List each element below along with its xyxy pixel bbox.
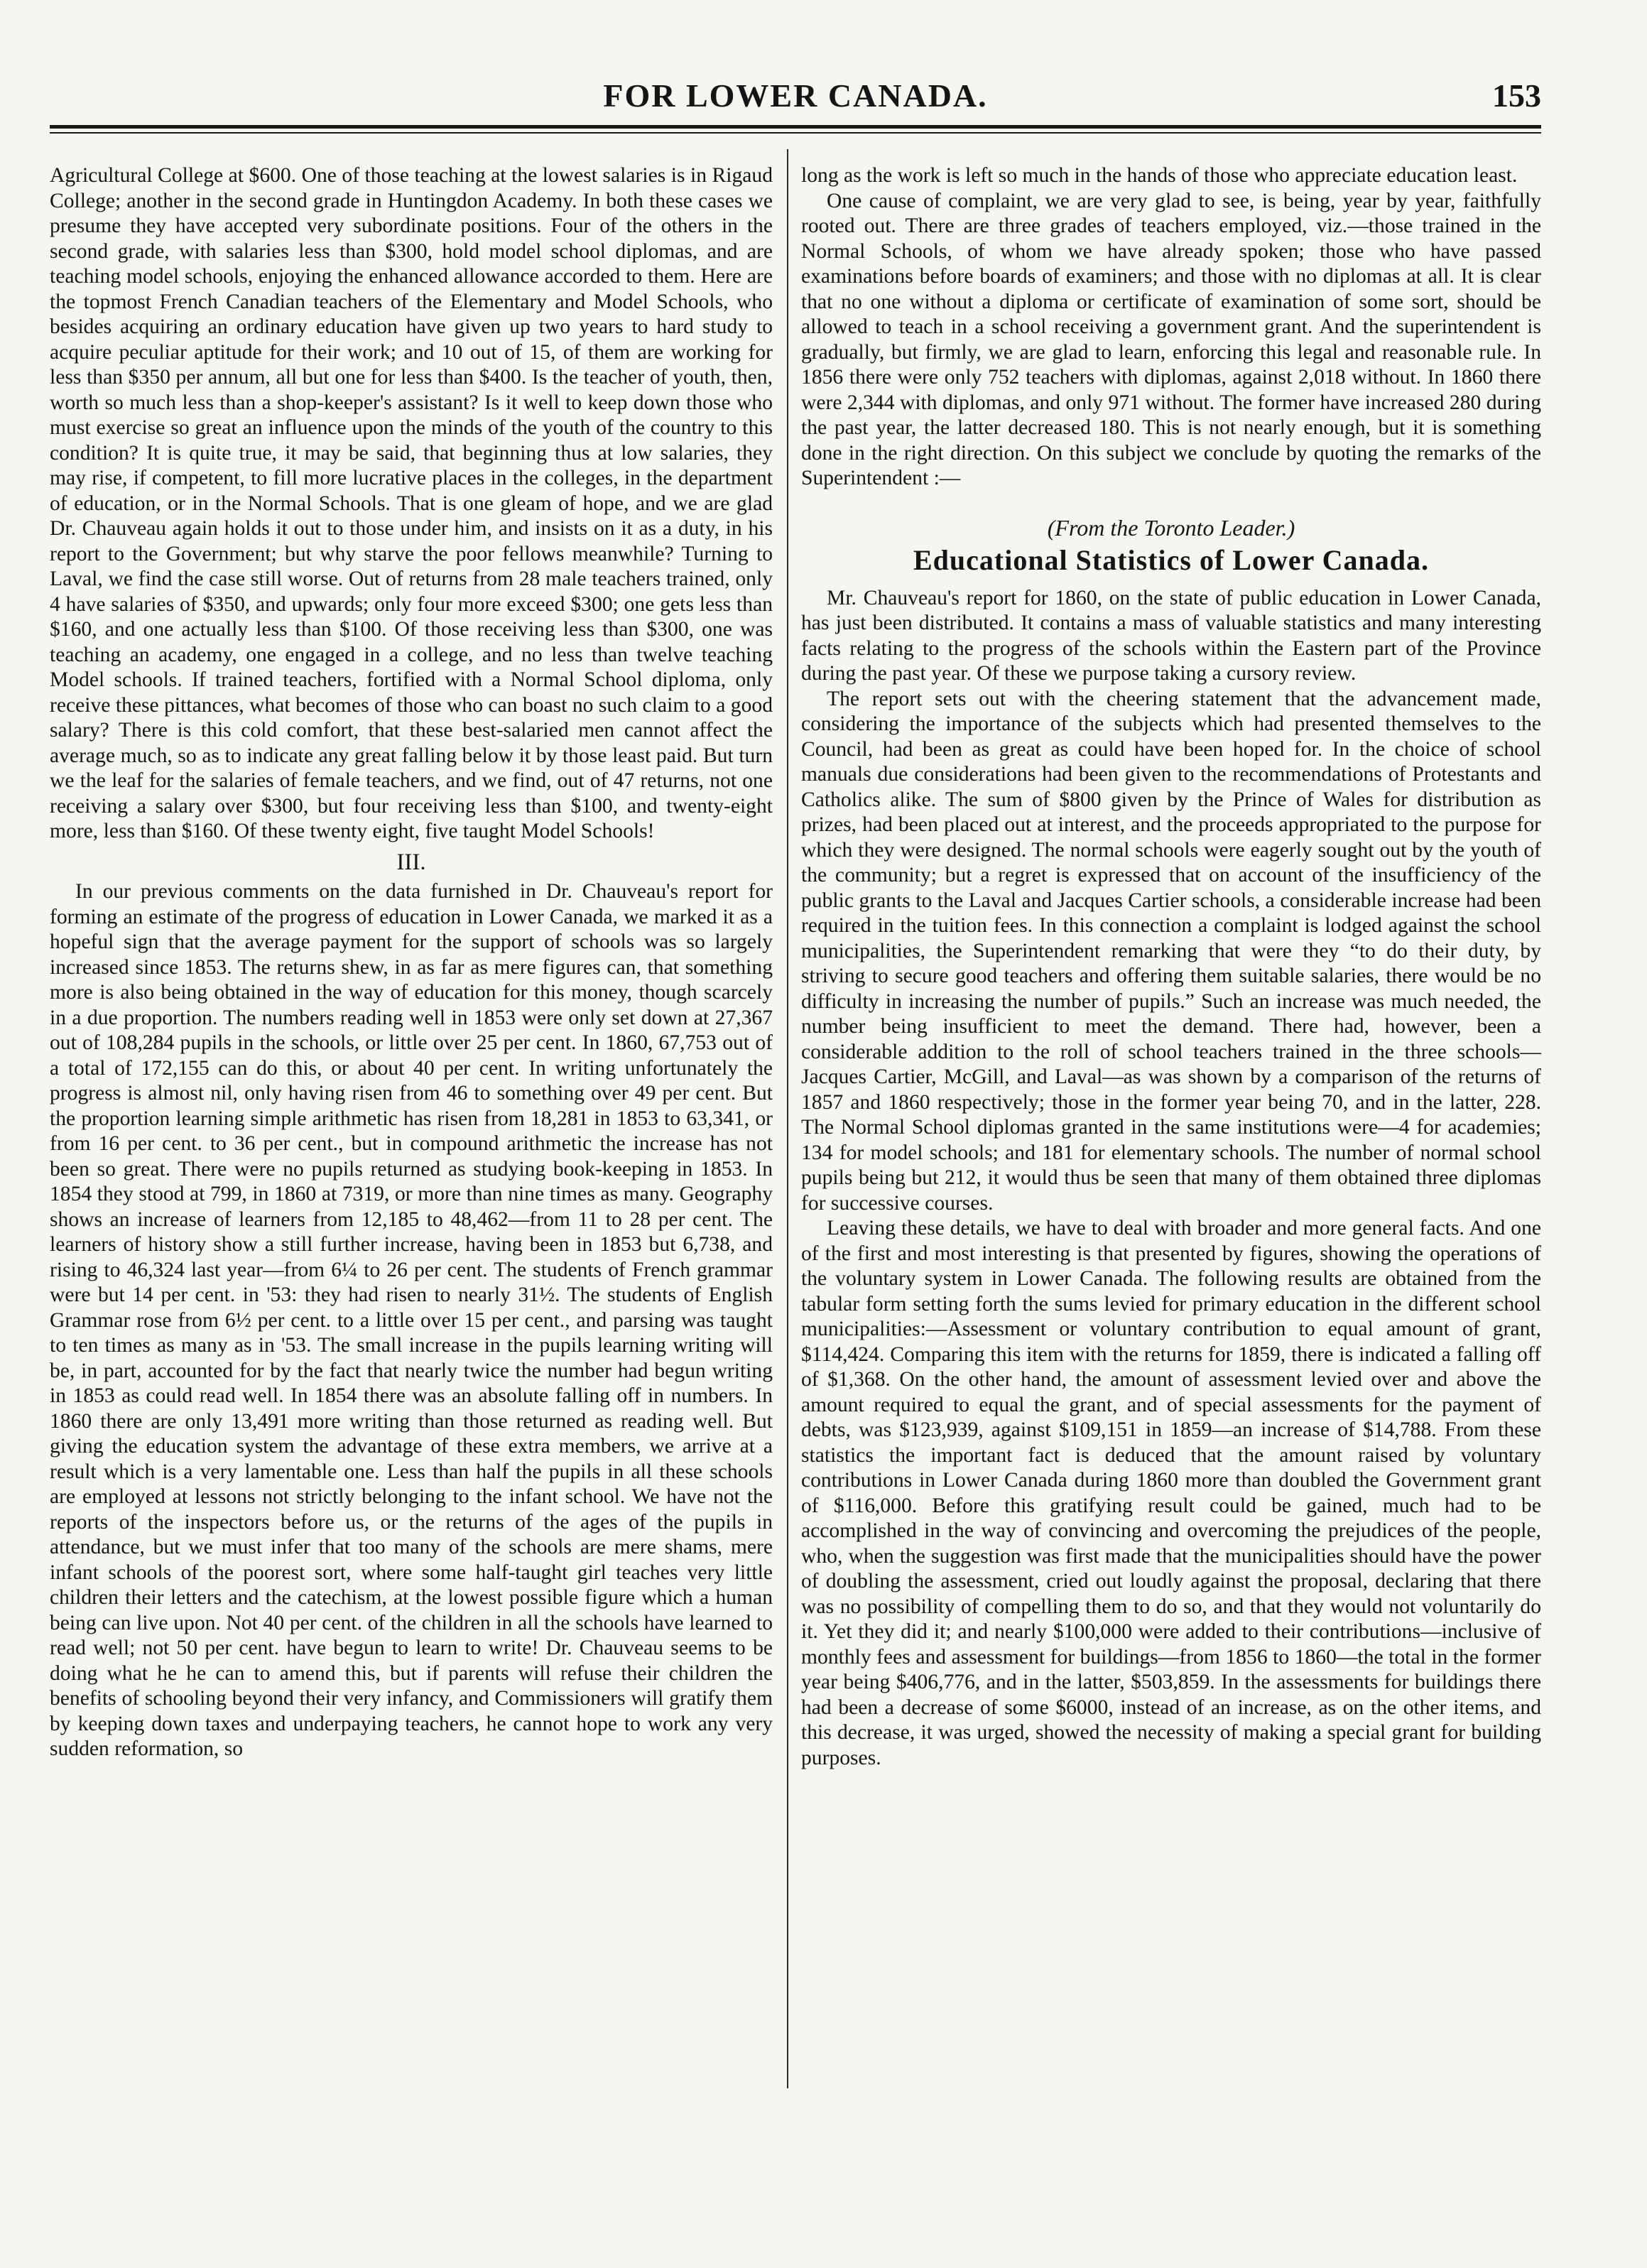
page-header: [50, 70, 1541, 119]
running-title: FOR LOWER CANADA.: [603, 77, 988, 114]
left-column: [50, 163, 773, 1762]
section-heading: III.: [396, 849, 426, 875]
article-title: Educational Statistics of Lower Canada.: [913, 544, 1430, 576]
paragraph: The report sets out with the cheering statement that the advancement made, considering the importance of the subjects which had presented themselves to the Council, had been as great as could have been hoped for. In the choice of school manuals due considerations had been given to the recommendations of Protestants and Catholics alike. The sum of $800 given by the Prince of Wales for distribution as prizes, had been placed out at interest, and the proceeds appropriated to the purpose for which they were designed. The normal schools were eagerly sought out by the youth of the community; but a regret is expressed that on account of the insufficiency of the public grants to the Laval and Jacques Cartier schools, a considerable increase had been required in the tuition fees. In this connection a complaint is lodged against the school municipalities, the Superintendent remarking that were they “to do their duty, by striving to secure good teachers and offering them suitable salaries, there would be no difficulty in increasing the number of pupils.” Such an increase was much needed, the number being insufficient to meet the demand. There had, however, been a considerable addition to the roll of school teachers trained in the three schools—Jacques Cartier, McGill, and Laval—as was shown by a comparison of the returns of 1857 and 1860 respectively; those in the former year being 70, and in the latter, 228. The Normal School diplomas granted in the same institutions were—4 for academies; 134 for model schools; and 181 for elementary schools. The number of normal school pupils being but 212, it would thus be seen that many of them obtained three diplomas for successive courses.: [801, 687, 1541, 1215]
column-divider: [787, 149, 788, 2088]
right-column: [801, 163, 1541, 1771]
header-rule-thin: [50, 132, 1541, 134]
header-rule-thick: [50, 125, 1541, 129]
paragraph: long as the work is left so much in the hands of those who appreciate education least.: [801, 164, 1518, 187]
paragraph: In our previous comments on the data furnished in Dr. Chauveau's report for forming an estimate of the progress of education in Lower Canada, we marked it as a hopeful sign that the average payment for the support of schools was so largely increased since 1853. The returns shew, in as far as mere figures can, that something more is also being obtained in the way of education for this money, though scarcely in a due proportion. The numbers reading well in 1853 were only set down at 27,367 out of 108,284 pupils in the schools, or little over 25 per cent. In 1860, 67,753 out of a total of 172,155 can do this, or about 40 per cent. In writing unfortunately the progress is almost nil, only having risen from 46 to something over 49 per cent. But the proportion learning simple arithmetic has risen from 18,281 in 1853 to 63,341, or from 16 per cent. to 36 per cent., but in compound arithmetic the increase has not been so great. There were no pupils returned as studying book-keeping in 1853. In 1854 they stood at 799, in 1860 at 7319, or more than nine times as many. Geography shows an increase of learners from 12,185 to 48,462—from 11 to 28 per cent. The learners of history show a still further increase, having been in 1853 but 6,738, and rising to 46,324 last year—from 6¼ to 26 per cent. The students of French grammar were but 14 per cent. in '53: they had risen to nearly 31½. The students of English Grammar rose from 6½ per cent. to a little over 15 per cent., and parsing was taught to ten times as many as in '53. The small increase in the pupils learning writing will be, in part, accounted for by the fact that nearly twice the number had begun writing in 1853 as could read well. In 1854 there was an absolute falling off in numbers. In 1860 there are only 13,491 more writing than those returned as reading well. But giving the education system the advantage of these extra members, we arrive at a result which is a very lamentable one. Less than half the pupils in all these schools are employed at lessons not strictly belonging to the infant school. We have not the reports of the inspectors before us, or the returns of the ages of the pupils in attendance, but we must infer that too many of the schools are mere shams, mere infant schools of the poorest sort, where some half-taught girl teaches very little children their letters and the catechism, at the lowest possible figure which a human being can live upon. Not 40 per cent. of the children in all the schools have learned to read well; not 50 per cent. have begun to learn to write! Dr. Chauveau seems to be doing what he he can to amend this, but if parents will refuse their children the benefits of schooling beyond their very infancy, and Commissioners will gratify them by keeping down taxes and underpaying teachers, he cannot hope to work any very sudden reformation, so: [50, 880, 773, 1760]
source-attribution: (From the Toronto Leader.): [1047, 514, 1295, 541]
paragraph: One cause of complaint, we are very glad to see, is being, year by year, faithfully rooted out. There are three grades of teachers employed, viz.—those trained in the Normal Schools, of whom we have already spoken; those who have passed examinations before boards of examiners; and those with no diplomas at all. It is clear that no one without a diploma or certificate of examination of some sort, should be allowed to teach in a school receiving a government grant. And the superintendent is gradually, but firmly, we are glad to learn, enforcing this legal and reasonable rule. In 1856 there were only 752 teachers with diplomas, against 2,018 without. In 1860 there were 2,344 with diplomas, and only 971 without. The former have increased 280 during the past year, the latter decreased 180. This is not nearly enough, but it is something done in the right direction. On this subject we conclude by quoting the remarks of the Superintendent :—: [801, 189, 1541, 489]
paragraph: Agricultural College at $600. One of those teaching at the lowest salaries is in Rigaud College; another in the second grade in Huntingdon Academy. In both these cases we presume they have accepted very subordinate positions. Four of the others in the second grade, with salaries less than $300, hold model school diplomas, and are teaching model schools, enjoying the enhanced allowance accorded to them. Here are the topmost French Canadian teachers of the Elementary and Model Schools, who besides acquiring an ordinary education have given up two years to hard study to acquire peculiar aptitude for their work; and 10 out of 15, of them are working for less than $350 per annum, all but one for less than $400. Is the teacher of youth, then, worth so much less than a shop-keeper's assistant? Is it well to keep down those who must exercise so great an influence upon the minds of the youth of the country to this condition? It is quite true, it may be said, that beginning thus at low salaries, they may rise, if competent, to fill more lucrative places in the colleges, in the department of education, or in the Normal Schools. That is one gleam of hope, and we are glad Dr. Chauveau again holds it out to those under him, and insists on it as a duty, in his report to the Government; but why starve the poor fellows meanwhile? Turning to Laval, we find the case still worse. Out of returns from 28 male teachers trained, only 4 have salaries of $350, and upwards; only four more exceed $300; one gets less than $160, and one actually less than $100. Of those receiving less than $300, one was teaching an academy, one engaged in a college, and no less than twelve teaching Model schools. If trained teachers, fortified with a Normal School diploma, only receive these pittances, what becomes of those who can boast no such claim to a good salary? There is this cold comfort, that these best-salaried men cannot affect the average much, so as to indicate any great falling below it by those least paid. But turn we the leaf for the salaries of female teachers, and we find, out of 47 returns, not one receiving a salary over $300, but four receiving less than $100, and twenty-eight more, less than $160. Of these twenty eight, five taught Model Schools!: [50, 164, 773, 842]
paragraph: Mr. Chauveau's report for 1860, on the state of public education in Lower Canada, has just been distributed. It contains a mass of valuable statistics and many interesting facts relating to the progress of the schools within the Eastern part of the Province during the past year. Of these we purpose taking a cursory review.: [801, 586, 1541, 685]
paragraph: Leaving these details, we have to deal with broader and more general facts. And one of the first and most interesting is that presented by figures, showing the operations of the voluntary system in Lower Canada. The following results are obtained from the tabular form setting forth the sums levied for primary education in the different school municipalities:—Assessment or voluntary contribution to equal amount of grant, $114,424. Comparing this item with the returns for 1859, there is indicated a falling off of $1,368. On the other hand, the amount of assessment levied over and above the amount required to equal the grant, and of special assessments for the payment of debts, was $123,939, against $109,151 in 1859—an increase of $14,788. From these statistics the important fact is deduced that the amount raised by voluntary contributions in Lower Canada during 1860 more than doubled the Government grant of $116,000. Before this gratifying result could be gained, much had to be accomplished in the way of convincing and overcoming the prejudices of the people, who, when the suggestion was first made that the municipalities should have the power of doubling the assessment, cried out loudly against the proposal, declaring that there was no possibility of compelling them to do so, and that they would not voluntarily do it. Yet they did it; and nearly $100,000 were added to their contributions—inclusive of monthly fees and assessment for buildings—from 1856 to 1860—the total in the former year being $406,776, and in the latter, $503,859. In the assessments for buildings there had been a decrease of some $6000, instead of an increase, as on the other items, and this decrease, it was urged, showed the necessity of making a special grant for building purposes.: [801, 1217, 1541, 1769]
page-number: 153: [1492, 77, 1541, 114]
